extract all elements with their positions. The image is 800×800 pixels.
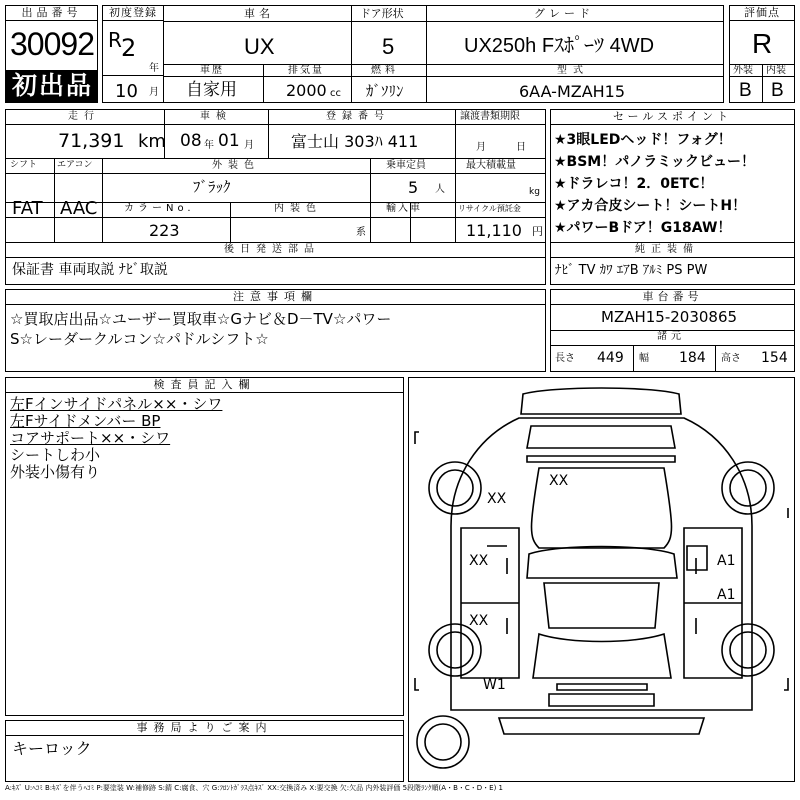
interior-label: 内装 bbox=[766, 65, 786, 76]
inspection-label: 車検 bbox=[200, 111, 232, 122]
color-no-label: カラーNo. bbox=[124, 203, 195, 214]
first-reg-label: 初度登録 bbox=[103, 6, 163, 21]
history: 自家用 bbox=[186, 80, 237, 100]
recycle-fee: 11,110 bbox=[466, 221, 522, 240]
height-label: 高さ bbox=[721, 353, 741, 364]
displacement: 2000 bbox=[286, 81, 327, 100]
model-label: 型式 bbox=[557, 65, 589, 76]
equipment-label: 純正装備 bbox=[635, 244, 699, 255]
car-name-label: 車名 bbox=[244, 7, 274, 20]
capacity: 5 bbox=[408, 178, 419, 197]
score: R bbox=[752, 28, 773, 59]
later-parts-label: 後日発送部品 bbox=[224, 244, 320, 255]
year-unit: 年 bbox=[149, 63, 159, 74]
fuel-label: 燃料 bbox=[371, 65, 399, 76]
inspector-line: 左Fインサイドパネル××・シワ bbox=[10, 395, 223, 413]
era: R bbox=[108, 28, 122, 52]
inspector-label: 検査員記入欄 bbox=[6, 378, 403, 393]
width: 184 bbox=[679, 350, 706, 366]
notes-label: 注意事項欄 bbox=[6, 290, 545, 305]
history-label: 車歴 bbox=[200, 65, 224, 76]
length: 449 bbox=[597, 350, 624, 366]
grade-label: グレード bbox=[534, 7, 594, 20]
inspector-lines bbox=[10, 396, 222, 481]
sales-point: ★ドラレコ！2．0ETC！ bbox=[554, 176, 714, 192]
month-unit: 月 bbox=[149, 87, 159, 98]
interior-color-label: 内装色 bbox=[274, 203, 322, 214]
vehicle-header-box bbox=[163, 5, 724, 103]
damage-mark-left-front: XX bbox=[487, 491, 507, 507]
first-listing-label: 初出品 bbox=[12, 71, 94, 100]
door-label: ドア形状 bbox=[360, 7, 404, 20]
inspection-year-unit: 年 bbox=[204, 140, 214, 151]
mileage-unit: km bbox=[138, 131, 166, 152]
sales-point: ★アカ合皮シート！シートH！ bbox=[554, 198, 747, 214]
car-outline bbox=[409, 378, 794, 781]
exterior-color: ﾌﾞﾗｯｸ bbox=[193, 178, 231, 196]
lot-label: 出品番号 bbox=[6, 6, 97, 21]
damage-mark-hood: XX bbox=[549, 473, 569, 489]
exterior-label: 外装 bbox=[733, 65, 753, 76]
interior-grade: B bbox=[771, 80, 784, 101]
displacement-label: 排気量 bbox=[288, 65, 324, 76]
reg-month: 10 bbox=[115, 81, 138, 102]
damage-mark-left-door-front: XX bbox=[469, 553, 489, 569]
sales-point: ★BSM！パノラミックビュー！ bbox=[554, 154, 755, 170]
later-parts: 保証書 車両取説 ﾅﾋﾞ取説 bbox=[12, 262, 168, 278]
sales-point: ★パワーBドア！G18AW！ bbox=[554, 220, 732, 236]
shift-label: シフト bbox=[10, 160, 38, 170]
chassis-box bbox=[550, 289, 795, 372]
inspection-month: 01 bbox=[218, 131, 240, 151]
inspector-line: コアサポート××・シワ bbox=[10, 429, 171, 447]
notes-line: S☆レーダークルコン☆パドルシフト☆ bbox=[10, 330, 269, 348]
office-box bbox=[5, 720, 404, 782]
inspector-box bbox=[5, 377, 404, 716]
load-unit: kg bbox=[529, 187, 540, 197]
capacity-label: 乗車定員 bbox=[386, 160, 426, 171]
legend: A:ｷｽﾞ U:ﾍｺﾐ B:ｷｽﾞを伴うﾍｺﾐ P:要塗装 W:補修跡 S:錆 C:腐食、穴 G:ﾌﾛﾝﾄｶﾞﾗｽ点ｷｽﾞ XX:交換済み X:要交換 欠:欠品 内外装評価 5段階ﾗﾝｸ順(A・B・C・D・E) 1 bbox=[5, 784, 503, 792]
load-label: 最大積載量 bbox=[466, 160, 516, 171]
score-label: 評価点 bbox=[730, 6, 794, 21]
ac: AAC bbox=[60, 198, 98, 219]
shift: FAT bbox=[12, 198, 43, 219]
score-box bbox=[729, 5, 795, 103]
mileage: 71,391 bbox=[58, 130, 125, 152]
chassis-label: 車台番号 bbox=[551, 290, 794, 305]
capacity-unit: 人 bbox=[435, 184, 445, 195]
sales-point-list bbox=[554, 129, 755, 239]
damage-mark-left-rear: W1 bbox=[483, 677, 506, 693]
mileage-label: 走行 bbox=[68, 111, 100, 122]
exterior-grade: B bbox=[739, 80, 752, 101]
car-name: UX bbox=[244, 34, 275, 59]
damage-mark-right-door-front: A1 bbox=[717, 553, 736, 569]
interior-color-unit: 系 bbox=[356, 227, 366, 238]
inspector-line: 外装小傷有り bbox=[10, 463, 101, 481]
import-label: 輸入車 bbox=[386, 203, 422, 214]
first-listing-badge bbox=[6, 70, 97, 102]
reg-year: 2 bbox=[121, 34, 137, 62]
dims-label: 諸元 bbox=[657, 331, 685, 342]
recycle-label: リサイクル預託金 bbox=[458, 204, 521, 213]
color-label: 外装色 bbox=[212, 160, 260, 171]
inspector-line: シートしわ小 bbox=[10, 446, 101, 464]
displacement-unit: cc bbox=[330, 88, 341, 99]
inspection-month-unit: 月 bbox=[244, 140, 254, 151]
model: 6AA-MZAH15 bbox=[519, 82, 626, 101]
recycle-unit: 円 bbox=[532, 225, 543, 238]
inspector-line: 左Fサイドメンバー BP bbox=[10, 412, 161, 430]
grade: UX250h Fｽﾎﾟｰﾂ 4WD bbox=[464, 35, 655, 57]
sales-point: ★3眼LEDヘッド！フォグ！ bbox=[554, 132, 732, 148]
notes-box bbox=[5, 289, 546, 372]
sales-points-label: セールスポイント bbox=[551, 110, 794, 125]
damage-mark-right-door-rear: A1 bbox=[717, 587, 736, 603]
sales-points-box bbox=[550, 109, 795, 285]
plate-label: 登録番号 bbox=[326, 111, 390, 122]
plate-number: 富士山 303ﾊ 411 bbox=[291, 132, 419, 151]
lot-number: 30092 bbox=[10, 26, 94, 62]
ac-label: エアコン bbox=[57, 160, 93, 170]
office-text: キーロック bbox=[12, 739, 92, 758]
color-number: 223 bbox=[149, 221, 180, 240]
height: 154 bbox=[761, 350, 788, 366]
transfer-label: 譲渡書類期限 bbox=[460, 111, 520, 122]
first-reg-box bbox=[102, 5, 164, 103]
damage-mark-left-door-rear: XX bbox=[469, 613, 489, 629]
damage-diagram bbox=[408, 377, 795, 782]
chassis-number: MZAH15-2030865 bbox=[601, 308, 738, 326]
specs-box bbox=[5, 109, 546, 285]
transfer-month-unit: 月 bbox=[476, 142, 486, 153]
length-label: 長さ bbox=[555, 353, 575, 364]
equipment: ﾅﾋﾞ TV ｶﾜ ｴｱB ｱﾙﾐ PS PW bbox=[555, 263, 708, 278]
lot-box bbox=[5, 5, 98, 103]
notes-line: ☆買取店出品☆ユーザー買取車☆Gナビ＆D－TV☆パワー bbox=[10, 310, 392, 328]
width-label: 幅 bbox=[639, 353, 649, 364]
fuel: ｶﾞｿﾘﾝ bbox=[366, 82, 404, 100]
transfer-day-unit: 日 bbox=[516, 142, 526, 153]
office-label: 事務局よりご案内 bbox=[6, 721, 403, 736]
inspection-year: 08 bbox=[180, 131, 202, 151]
door-count: 5 bbox=[382, 34, 395, 59]
